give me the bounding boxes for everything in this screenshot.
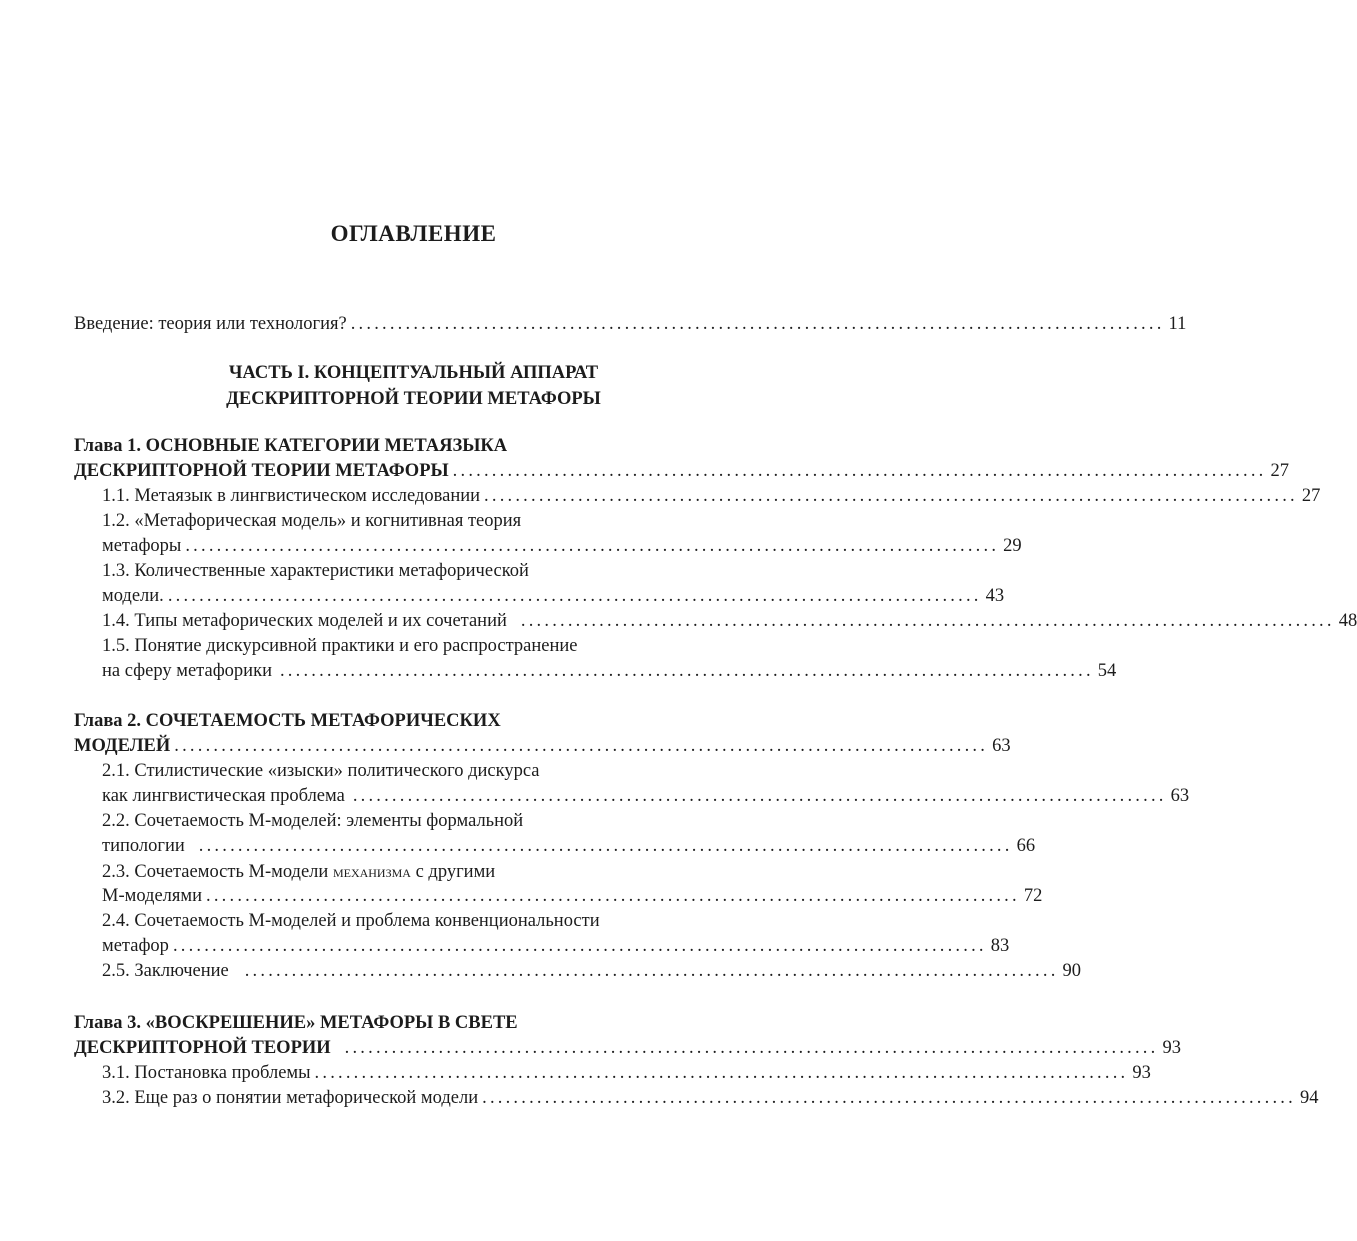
toc-page-number: 29 [1003, 536, 1022, 556]
toc-entry-label-line1: 2.2. Сочетаемость М-моделей: элементы формальной [102, 811, 524, 831]
toc-entry-label: 2.5. Заключение [102, 961, 229, 981]
dot-leader: ........................................................................................................ [314, 1063, 1129, 1083]
dot-leader: ........................................................................................................ [352, 786, 1167, 806]
toc-entry-label: Введение: теория или технология? [74, 314, 347, 334]
toc-page-number: 11 [1168, 314, 1187, 334]
toc-page-number: 83 [990, 936, 1010, 956]
dot-leader: ........................................................................................................ [244, 961, 1059, 981]
page-title: ОГЛАВЛЕНИЕ [330, 221, 497, 246]
toc-entry-label-line1: 2.4. Сочетаемость М-моделей и проблема конвенциональности [102, 911, 600, 931]
toc-entry-label-line2: М-моделями [102, 886, 203, 906]
toc-page-number: 94 [1299, 1088, 1319, 1108]
toc-entry-label-line2: метафор [102, 936, 169, 956]
dot-leader: ........................................................................................................ [198, 836, 1013, 856]
toc-entry-label-line1: 2.1. Стилистические «изыски» политического дискурса [102, 761, 540, 781]
dot-leader: ........................................................................................................ [520, 611, 1335, 631]
label-part: с другими [410, 862, 496, 882]
toc-entry-label-line2: типологии [102, 836, 185, 856]
toc-entry-label-line2: на сферу метафорики [102, 661, 272, 681]
part-heading [0, 360, 827, 412]
toc-page-number: 27 [1301, 486, 1321, 506]
toc-entry-label-line1: 1.3. Количественные характеристики метафорической [102, 561, 529, 581]
label-term-mechanism: механизма [332, 862, 411, 881]
toc-entry-label: 3.1. Постановка проблемы [102, 1063, 311, 1083]
toc-page-number: 66 [1016, 836, 1036, 856]
toc-entry-label-line2: как лингвистическая проблема [102, 786, 345, 806]
toc-page-number: 63 [1170, 786, 1190, 806]
toc-page-number: 72 [1023, 886, 1043, 906]
toc-entry-label: 1.4. Типы метафорических моделей и их сочетаний [102, 611, 507, 631]
toc-page-number: 93 [1132, 1063, 1151, 1083]
toc-page-number: 54 [1097, 661, 1117, 681]
toc-page-number: 48 [1338, 611, 1357, 631]
label-part: 2.3. Сочетаемость М-модели [102, 862, 333, 882]
dot-leader: ........................................................................................................ [279, 661, 1094, 681]
part-heading-line1: ЧАСТЬ I. КОНЦЕПТУАЛЬНЫЙ АППАРАТ [228, 363, 599, 383]
dot-leader: ........................................................................................................ [167, 586, 982, 606]
chapter-title-line1: Глава 3. «ВОСКРЕШЕНИЕ» МЕТАФОРЫ В СВЕТЕ [74, 1013, 518, 1033]
dot-leader: ........................................................................................................ [350, 314, 1165, 334]
part-heading-line2: ДЕСКРИПТОРНОЙ ТЕОРИИ МЕТАФОРЫ [226, 389, 601, 409]
toc-page-number: 43 [985, 586, 1005, 606]
toc-page-number: 90 [1062, 961, 1082, 981]
toc-entry-label-line2: метафоры [102, 536, 182, 556]
toc-entry-label: 3.2. Еще раз о понятии метафорической модели [102, 1088, 479, 1108]
dot-leader: ........................................................................................................ [482, 1088, 1296, 1108]
toc-page-number: 63 [992, 736, 1011, 756]
dot-leader: ........................................................................................................ [174, 736, 989, 756]
dot-leader: ........................................................................................................ [172, 936, 987, 956]
toc-page-number: 93 [1162, 1038, 1181, 1058]
chapter-title-line1: Глава 1. ОСНОВНЫЕ КАТЕГОРИИ МЕТАЯЗЫКА [74, 436, 508, 456]
toc-page-number: 27 [1270, 461, 1289, 481]
toc-entry-label-line1: 1.2. «Метафорическая модель» и когнитивная теория [102, 511, 522, 531]
dot-leader: ........................................................................................................ [484, 486, 1298, 506]
dot-leader: ........................................................................................................ [452, 461, 1267, 481]
dot-leader: ........................................................................................................ [206, 886, 1020, 906]
dot-leader: ........................................................................................................ [344, 1038, 1159, 1058]
chapter-title-line2: ДЕСКРИПТОРНОЙ ТЕОРИИ МЕТАФОРЫ [74, 461, 449, 481]
chapter-title-line1: Глава 2. СОЧЕТАЕМОСТЬ МЕТАФОРИЧЕСКИХ [74, 711, 501, 731]
dot-leader: ........................................................................................................ [185, 536, 1000, 556]
chapter-title-line2: ДЕСКРИПТОРНОЙ ТЕОРИИ [74, 1038, 331, 1058]
toc-entry-label-line1 [102, 859, 495, 885]
toc-entry-label-line2: модели. [102, 586, 164, 606]
chapter-title-line2: МОДЕЛЕЙ [74, 736, 171, 756]
toc-entry-label-line1: 1.5. Понятие дискурсивной практики и его распространение [102, 636, 578, 656]
toc-entry-label: 1.1. Метаязык в лингвистическом исследовании [102, 486, 481, 506]
